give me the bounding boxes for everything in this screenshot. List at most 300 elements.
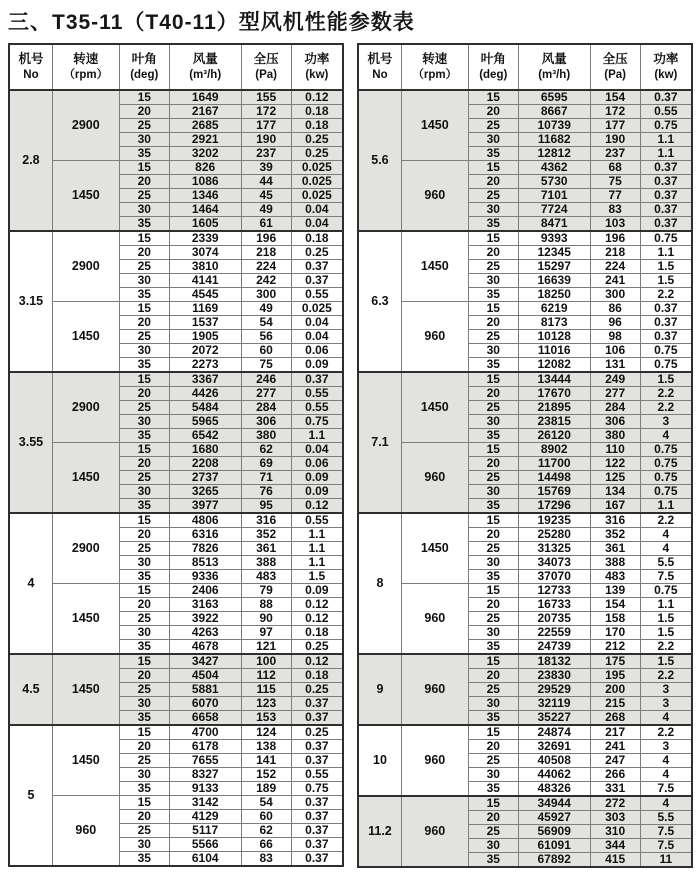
header-row	[358, 44, 692, 90]
cell-pressure: 241	[590, 740, 640, 754]
cell-pressure: 352	[241, 528, 291, 542]
cell-power: 0.18	[291, 119, 343, 133]
table-row	[9, 584, 343, 598]
cell-pressure: 97	[241, 626, 291, 640]
column-header-4: 全压 (Pa)	[590, 44, 640, 90]
cell-blade-angle: 25	[119, 189, 169, 203]
cell-blade-angle: 25	[119, 119, 169, 133]
cell-air-flow: 3367	[169, 372, 241, 387]
cell-air-flow: 1537	[169, 316, 241, 330]
cell-power: 0.04	[291, 217, 343, 232]
table-row	[9, 796, 343, 810]
cell-pressure: 300	[590, 288, 640, 302]
cell-pressure: 167	[590, 499, 640, 514]
cell-blade-angle: 20	[119, 105, 169, 119]
cell-pressure: 103	[590, 217, 640, 232]
cell-model-no: 8	[358, 513, 401, 654]
cell-blade-angle: 30	[468, 556, 518, 570]
cell-blade-angle: 15	[119, 654, 169, 669]
cell-power: 4	[640, 754, 692, 768]
cell-air-flow: 4362	[518, 161, 590, 175]
cell-pressure: 272	[590, 796, 640, 811]
cell-power: 0.37	[291, 711, 343, 726]
cell-blade-angle: 25	[468, 119, 518, 133]
cell-blade-angle: 15	[468, 302, 518, 316]
cell-blade-angle: 15	[119, 796, 169, 810]
cell-air-flow: 4700	[169, 725, 241, 740]
cell-air-flow: 13444	[518, 372, 590, 387]
cell-air-flow: 6104	[169, 852, 241, 867]
cell-pressure: 189	[241, 782, 291, 796]
cell-pressure: 388	[590, 556, 640, 570]
cell-power: 0.09	[291, 584, 343, 598]
table-header	[9, 44, 343, 90]
cell-blade-angle: 15	[468, 231, 518, 246]
cell-blade-angle: 30	[119, 274, 169, 288]
table-row	[358, 372, 692, 387]
cell-pressure: 138	[241, 740, 291, 754]
cell-rpm: 2900	[52, 231, 119, 302]
table-body	[358, 90, 692, 867]
cell-blade-angle: 20	[468, 669, 518, 683]
cell-air-flow: 24874	[518, 725, 590, 740]
cell-air-flow: 16733	[518, 598, 590, 612]
cell-power: 0.25	[291, 246, 343, 260]
cell-power: 0.37	[291, 740, 343, 754]
cell-blade-angle: 15	[119, 584, 169, 598]
cell-power: 1.1	[291, 528, 343, 542]
cell-model-no: 7.1	[358, 372, 401, 513]
cell-blade-angle: 30	[468, 203, 518, 217]
cell-pressure: 124	[241, 725, 291, 740]
cell-air-flow: 5730	[518, 175, 590, 189]
cell-air-flow: 8471	[518, 217, 590, 232]
cell-air-flow: 2339	[169, 231, 241, 246]
cell-power: 0.75	[640, 231, 692, 246]
cell-air-flow: 8667	[518, 105, 590, 119]
cell-pressure: 125	[590, 471, 640, 485]
cell-air-flow: 26120	[518, 429, 590, 443]
table-row	[358, 584, 692, 598]
cell-pressure: 60	[241, 344, 291, 358]
cell-power: 0.75	[640, 119, 692, 133]
cell-air-flow: 1905	[169, 330, 241, 344]
cell-power: 3	[640, 740, 692, 754]
cell-air-flow: 9336	[169, 570, 241, 584]
cell-blade-angle: 35	[119, 640, 169, 655]
cell-pressure: 306	[590, 415, 640, 429]
cell-power: 1.5	[640, 626, 692, 640]
cell-pressure: 83	[590, 203, 640, 217]
cell-rpm: 1450	[401, 90, 468, 161]
cell-blade-angle: 30	[119, 485, 169, 499]
table-row	[9, 654, 343, 669]
cell-blade-angle: 30	[119, 697, 169, 711]
cell-pressure: 217	[590, 725, 640, 740]
cell-power: 4	[640, 711, 692, 726]
cell-power: 0.04	[291, 443, 343, 457]
cell-air-flow: 25280	[518, 528, 590, 542]
cell-blade-angle: 30	[119, 768, 169, 782]
fan-table-left	[8, 43, 344, 867]
cell-blade-angle: 15	[119, 443, 169, 457]
cell-pressure: 388	[241, 556, 291, 570]
cell-model-no: 3.15	[9, 231, 52, 372]
cell-pressure: 300	[241, 288, 291, 302]
cell-pressure: 284	[241, 401, 291, 415]
cell-blade-angle: 25	[468, 754, 518, 768]
cell-power: 0.75	[640, 457, 692, 471]
cell-model-no: 6.3	[358, 231, 401, 372]
cell-pressure: 56	[241, 330, 291, 344]
cell-pressure: 483	[241, 570, 291, 584]
cell-pressure: 195	[590, 669, 640, 683]
cell-power: 0.25	[291, 147, 343, 161]
cell-blade-angle: 35	[468, 499, 518, 514]
cell-pressure: 172	[241, 105, 291, 119]
cell-blade-angle: 25	[468, 471, 518, 485]
cell-power: 0.025	[291, 302, 343, 316]
cell-power: 2.2	[640, 669, 692, 683]
cell-blade-angle: 35	[468, 782, 518, 797]
cell-pressure: 344	[590, 839, 640, 853]
cell-blade-angle: 30	[119, 344, 169, 358]
cell-power: 2.2	[640, 288, 692, 302]
cell-power: 0.37	[291, 810, 343, 824]
cell-blade-angle: 15	[119, 302, 169, 316]
cell-pressure: 123	[241, 697, 291, 711]
cell-blade-angle: 30	[119, 415, 169, 429]
cell-pressure: 218	[590, 246, 640, 260]
cell-rpm: 960	[401, 302, 468, 373]
cell-power: 2.2	[640, 513, 692, 528]
header-row	[9, 44, 343, 90]
cell-air-flow: 1680	[169, 443, 241, 457]
cell-air-flow: 6178	[169, 740, 241, 754]
cell-blade-angle: 15	[119, 372, 169, 387]
cell-rpm: 960	[401, 443, 468, 514]
cell-blade-angle: 15	[119, 161, 169, 175]
cell-power: 0.18	[291, 231, 343, 246]
cell-air-flow: 34944	[518, 796, 590, 811]
cell-power: 0.75	[291, 782, 343, 796]
cell-air-flow: 32119	[518, 697, 590, 711]
cell-blade-angle: 35	[119, 782, 169, 796]
cell-power: 0.06	[291, 344, 343, 358]
cell-blade-angle: 25	[468, 683, 518, 697]
cell-blade-angle: 15	[468, 90, 518, 105]
cell-blade-angle: 25	[468, 612, 518, 626]
cell-blade-angle: 15	[468, 513, 518, 528]
cell-blade-angle: 30	[468, 415, 518, 429]
cell-blade-angle: 25	[468, 542, 518, 556]
cell-rpm: 1450	[52, 725, 119, 796]
cell-air-flow: 23830	[518, 669, 590, 683]
cell-power: 2.2	[640, 640, 692, 655]
cell-rpm: 1450	[52, 443, 119, 514]
cell-blade-angle: 25	[119, 542, 169, 556]
cell-rpm: 1450	[52, 584, 119, 655]
cell-pressure: 483	[590, 570, 640, 584]
cell-power: 0.37	[640, 189, 692, 203]
cell-air-flow: 32691	[518, 740, 590, 754]
cell-air-flow: 12082	[518, 358, 590, 373]
cell-air-flow: 7724	[518, 203, 590, 217]
table-row	[9, 443, 343, 457]
cell-power: 0.06	[291, 457, 343, 471]
cell-power: 1.5	[291, 570, 343, 584]
cell-air-flow: 61091	[518, 839, 590, 853]
cell-power: 0.12	[291, 612, 343, 626]
cell-blade-angle: 20	[119, 316, 169, 330]
table-row	[358, 161, 692, 175]
cell-power: 5.5	[640, 811, 692, 825]
cell-pressure: 76	[241, 485, 291, 499]
cell-model-no: 4	[9, 513, 52, 654]
cell-air-flow: 11016	[518, 344, 590, 358]
cell-blade-angle: 15	[119, 513, 169, 528]
cell-power: 0.55	[291, 513, 343, 528]
cell-pressure: 139	[590, 584, 640, 598]
cell-blade-angle: 35	[119, 852, 169, 867]
cell-air-flow: 5566	[169, 838, 241, 852]
cell-pressure: 54	[241, 796, 291, 810]
cell-air-flow: 10128	[518, 330, 590, 344]
cell-pressure: 112	[241, 669, 291, 683]
cell-air-flow: 7826	[169, 542, 241, 556]
cell-model-no: 10	[358, 725, 401, 796]
cell-pressure: 90	[241, 612, 291, 626]
cell-power: 1.5	[640, 654, 692, 669]
column-header-3: 风量 (m³/h)	[518, 44, 590, 90]
cell-power: 0.55	[291, 387, 343, 401]
cell-power: 1.1	[640, 246, 692, 260]
cell-air-flow: 3810	[169, 260, 241, 274]
cell-air-flow: 1086	[169, 175, 241, 189]
cell-model-no: 3.55	[9, 372, 52, 513]
cell-blade-angle: 30	[468, 626, 518, 640]
cell-blade-angle: 20	[468, 811, 518, 825]
cell-power: 0.025	[291, 175, 343, 189]
cell-air-flow: 15297	[518, 260, 590, 274]
cell-air-flow: 8327	[169, 768, 241, 782]
cell-blade-angle: 15	[468, 725, 518, 740]
cell-blade-angle: 20	[468, 105, 518, 119]
cell-blade-angle: 30	[119, 203, 169, 217]
cell-air-flow: 2685	[169, 119, 241, 133]
cell-blade-angle: 20	[468, 175, 518, 189]
cell-blade-angle: 20	[468, 316, 518, 330]
column-header-1: 转速 （rpm）	[401, 44, 468, 90]
cell-pressure: 88	[241, 598, 291, 612]
cell-model-no: 5	[9, 725, 52, 866]
cell-air-flow: 1464	[169, 203, 241, 217]
cell-air-flow: 4129	[169, 810, 241, 824]
cell-blade-angle: 25	[119, 401, 169, 415]
cell-air-flow: 2072	[169, 344, 241, 358]
tables-container	[8, 43, 693, 868]
cell-pressure: 380	[590, 429, 640, 443]
cell-pressure: 153	[241, 711, 291, 726]
cell-blade-angle: 20	[119, 387, 169, 401]
cell-pressure: 241	[590, 274, 640, 288]
cell-power: 2.2	[640, 401, 692, 415]
cell-blade-angle: 20	[119, 175, 169, 189]
cell-pressure: 49	[241, 302, 291, 316]
column-header-2: 叶角 (deg)	[119, 44, 169, 90]
cell-pressure: 237	[590, 147, 640, 161]
cell-blade-angle: 35	[468, 288, 518, 302]
cell-air-flow: 2167	[169, 105, 241, 119]
cell-pressure: 95	[241, 499, 291, 514]
cell-air-flow: 56909	[518, 825, 590, 839]
cell-blade-angle: 25	[119, 754, 169, 768]
cell-power: 0.37	[291, 754, 343, 768]
cell-pressure: 177	[590, 119, 640, 133]
cell-power: 3	[640, 683, 692, 697]
cell-power: 1.1	[291, 542, 343, 556]
cell-power: 0.12	[291, 499, 343, 514]
table-row	[358, 796, 692, 811]
cell-pressure: 134	[590, 485, 640, 499]
cell-power: 7.5	[640, 782, 692, 797]
cell-blade-angle: 25	[468, 825, 518, 839]
cell-power: 4	[640, 796, 692, 811]
cell-pressure: 331	[590, 782, 640, 797]
cell-power: 0.75	[291, 415, 343, 429]
cell-power: 0.09	[291, 471, 343, 485]
cell-air-flow: 4678	[169, 640, 241, 655]
cell-pressure: 266	[590, 768, 640, 782]
cell-power: 0.18	[291, 626, 343, 640]
cell-power: 0.37	[640, 330, 692, 344]
cell-blade-angle: 35	[468, 640, 518, 655]
cell-pressure: 75	[241, 358, 291, 373]
cell-model-no: 11.2	[358, 796, 401, 867]
cell-power: 2.2	[640, 725, 692, 740]
cell-power: 0.12	[291, 90, 343, 105]
cell-air-flow: 4504	[169, 669, 241, 683]
cell-blade-angle: 20	[468, 528, 518, 542]
cell-power: 4	[640, 528, 692, 542]
cell-air-flow: 1649	[169, 90, 241, 105]
cell-pressure: 284	[590, 401, 640, 415]
cell-blade-angle: 30	[119, 133, 169, 147]
cell-blade-angle: 20	[119, 457, 169, 471]
cell-air-flow: 826	[169, 161, 241, 175]
cell-air-flow: 5117	[169, 824, 241, 838]
cell-pressure: 316	[241, 513, 291, 528]
cell-blade-angle: 35	[468, 358, 518, 373]
cell-air-flow: 3202	[169, 147, 241, 161]
cell-pressure: 249	[590, 372, 640, 387]
cell-rpm: 1450	[52, 654, 119, 725]
cell-power: 0.25	[291, 725, 343, 740]
cell-power: 0.37	[640, 217, 692, 232]
cell-power: 0.75	[640, 471, 692, 485]
cell-power: 1.1	[291, 429, 343, 443]
cell-model-no: 2.8	[9, 90, 52, 231]
cell-pressure: 66	[241, 838, 291, 852]
cell-power: 0.18	[291, 105, 343, 119]
cell-air-flow: 9393	[518, 231, 590, 246]
cell-power: 4	[640, 542, 692, 556]
cell-power: 4	[640, 429, 692, 443]
cell-pressure: 277	[590, 387, 640, 401]
cell-air-flow: 1605	[169, 217, 241, 232]
cell-pressure: 110	[590, 443, 640, 457]
cell-air-flow: 31325	[518, 542, 590, 556]
cell-power: 0.18	[291, 669, 343, 683]
cell-pressure: 212	[590, 640, 640, 655]
cell-pressure: 61	[241, 217, 291, 232]
cell-air-flow: 67892	[518, 853, 590, 868]
cell-pressure: 268	[590, 711, 640, 726]
cell-pressure: 277	[241, 387, 291, 401]
cell-air-flow: 2208	[169, 457, 241, 471]
cell-power: 1.1	[640, 147, 692, 161]
cell-pressure: 172	[590, 105, 640, 119]
table-row	[9, 90, 343, 105]
cell-pressure: 141	[241, 754, 291, 768]
cell-air-flow: 5484	[169, 401, 241, 415]
cell-rpm: 960	[401, 654, 468, 725]
cell-air-flow: 5881	[169, 683, 241, 697]
cell-air-flow: 2921	[169, 133, 241, 147]
cell-power: 0.12	[291, 654, 343, 669]
cell-power: 3	[640, 697, 692, 711]
cell-air-flow: 8513	[169, 556, 241, 570]
cell-air-flow: 45927	[518, 811, 590, 825]
cell-pressure: 154	[590, 90, 640, 105]
cell-power: 0.25	[291, 640, 343, 655]
cell-blade-angle: 30	[468, 839, 518, 853]
cell-pressure: 39	[241, 161, 291, 175]
cell-air-flow: 16639	[518, 274, 590, 288]
cell-power: 5.5	[640, 556, 692, 570]
column-header-2: 叶角 (deg)	[468, 44, 518, 90]
cell-power: 1.1	[640, 133, 692, 147]
cell-pressure: 75	[590, 175, 640, 189]
cell-rpm: 960	[52, 796, 119, 867]
table-row	[358, 513, 692, 528]
cell-air-flow: 17670	[518, 387, 590, 401]
cell-blade-angle: 20	[468, 246, 518, 260]
cell-blade-angle: 25	[119, 683, 169, 697]
cell-pressure: 170	[590, 626, 640, 640]
cell-blade-angle: 20	[119, 669, 169, 683]
cell-pressure: 190	[241, 133, 291, 147]
cell-blade-angle: 35	[468, 711, 518, 726]
cell-air-flow: 4806	[169, 513, 241, 528]
cell-blade-angle: 25	[468, 330, 518, 344]
cell-air-flow: 44062	[518, 768, 590, 782]
cell-air-flow: 10739	[518, 119, 590, 133]
cell-pressure: 196	[241, 231, 291, 246]
cell-power: 0.55	[291, 288, 343, 302]
cell-power: 0.75	[640, 485, 692, 499]
cell-power: 0.37	[291, 838, 343, 852]
cell-air-flow: 14498	[518, 471, 590, 485]
cell-rpm: 2900	[52, 513, 119, 584]
cell-rpm: 2900	[52, 90, 119, 161]
cell-pressure: 352	[590, 528, 640, 542]
table-row	[358, 654, 692, 669]
cell-pressure: 71	[241, 471, 291, 485]
cell-blade-angle: 25	[119, 471, 169, 485]
table-row	[9, 372, 343, 387]
cell-pressure: 190	[590, 133, 640, 147]
